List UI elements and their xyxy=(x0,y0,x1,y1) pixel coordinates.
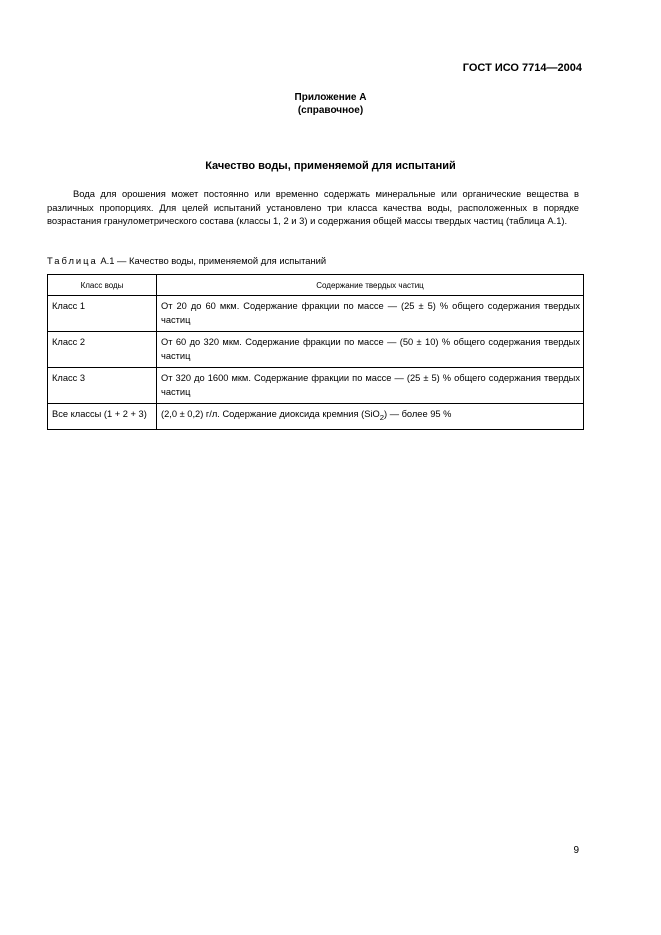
cell-content xyxy=(157,404,584,430)
annex-subtitle: (справочное) xyxy=(297,105,364,116)
cell-class: Все классы (1 + 2 + 3) xyxy=(48,404,157,430)
table-row xyxy=(48,404,584,430)
table-caption xyxy=(47,255,326,266)
annex-title: Приложение А xyxy=(294,92,367,103)
table-row xyxy=(48,332,584,368)
annex-heading xyxy=(0,91,661,117)
page-number: 9 xyxy=(573,845,579,856)
header-water-class: Класс воды xyxy=(48,275,157,296)
content-prefix: (2,0 ± 0,2) г/л. Содержание диоксида кремния (SiO xyxy=(161,409,380,419)
table-caption-label: Таблица xyxy=(47,255,98,266)
table-row xyxy=(48,296,584,332)
cell-content: От 320 до 1600 мкм. Содержание фракции по массе — (25 ± 5) % общего содержания твердых частиц xyxy=(157,368,584,404)
cell-content: От 20 до 60 мкм. Содержание фракции по массе — (25 ± 5) % общего содержания твердых частиц xyxy=(157,296,584,332)
cell-content: От 60 до 320 мкм. Содержание фракции по массе — (50 ± 10) % общего содержания твердых частиц xyxy=(157,332,584,368)
content-subscript: 2 xyxy=(379,412,385,422)
cell-class: Класс 3 xyxy=(48,368,157,404)
paragraph-text: Вода для орошения может постоянно или временно содержать минеральные или органические вещества в различных пропорциях. Для целей испытаний установлено три класса качества воды, расположенных в порядке возрастания гранулометрического состава (классы 1, 2 и 3) и содержания общей массы твердых частиц (таблица А.1). xyxy=(47,188,579,227)
document-code: ГОСТ ИСО 7714—2004 xyxy=(462,62,582,74)
table-row xyxy=(48,368,584,404)
water-quality-table xyxy=(47,274,584,430)
table-caption-text: А.1 — Качество воды, применяемой для испытаний xyxy=(97,255,327,266)
cell-class: Класс 1 xyxy=(48,296,157,332)
content-suffix: ) — более 95 % xyxy=(384,409,452,419)
table-header-row xyxy=(48,275,584,296)
body-paragraph xyxy=(47,187,579,228)
section-title: Качество воды, применяемой для испытаний xyxy=(205,160,456,172)
cell-class: Класс 2 xyxy=(48,332,157,368)
header-solids-content: Содержание твердых частиц xyxy=(157,275,584,296)
